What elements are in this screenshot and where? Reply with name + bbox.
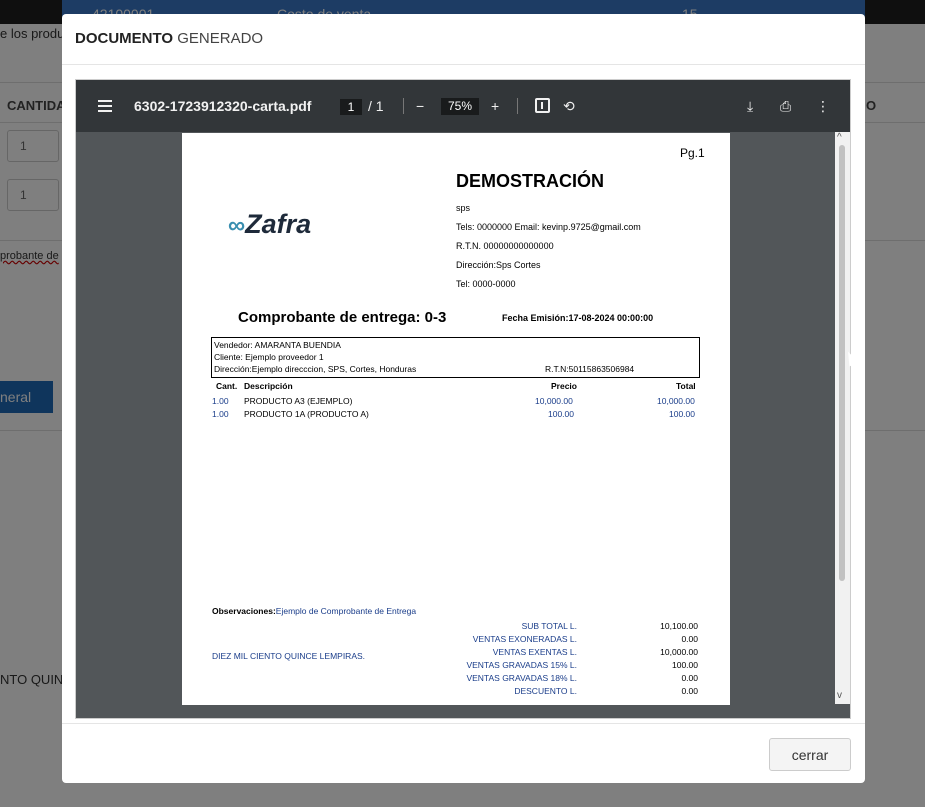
total-value: 0.00: [681, 673, 698, 683]
modal-header: [62, 14, 865, 65]
amount-in-words: DIEZ MIL CIENTO QUINCE LEMPIRAS.: [212, 651, 366, 661]
client-address: Dirección:Ejemplo direcccion, SPS, Cortes, Honduras: [214, 364, 417, 374]
col-total: Total: [676, 381, 696, 391]
observations-text: Ejemplo de Comprobante de Entrega: [275, 606, 417, 616]
close-button[interactable]: cerrar: [769, 738, 851, 771]
total-label: VENTAS EXONERADAS L.: [472, 634, 577, 644]
item-price: 10,000.00: [535, 396, 573, 406]
client-rtn: R.T.N:50115863506984: [545, 364, 635, 374]
company-name: DEMOSTRACIÓN: [456, 171, 604, 191]
pdf-viewer[interactable]: [75, 79, 851, 719]
print-icon[interactable]: ⎙: [780, 98, 792, 114]
zoom-in-icon[interactable]: +: [491, 98, 500, 114]
document-title: Comprobante de entrega: 0-3: [238, 309, 447, 326]
col-desc: Descripción: [244, 381, 293, 391]
rotate-icon[interactable]: ⟲: [563, 98, 575, 114]
scroll-down-icon[interactable]: v: [837, 690, 842, 701]
company-rtn: R.T.N. 00000000000000: [456, 241, 554, 251]
scroll-thumb[interactable]: [839, 145, 845, 581]
total-value: 0.00: [681, 686, 698, 696]
logo-text: Zafra: [245, 209, 312, 239]
item-desc: PRODUCTO A3 (EJEMPLO): [244, 396, 353, 406]
item-price: 100.00: [548, 409, 574, 419]
total-label: VENTAS EXENTAS L.: [492, 647, 577, 657]
total-value: 0.00: [681, 634, 698, 644]
page-number-input[interactable]: 1: [340, 99, 362, 115]
company-contact: Tels: 0000000 Email: kevinp.9725@gmail.com: [456, 222, 641, 232]
observations-label: Observaciones:: [212, 606, 276, 616]
logo-icon: ∞: [228, 212, 246, 239]
page-total: / 1: [368, 98, 384, 114]
total-label: VENTAS GRAVADAS 15% L.: [466, 660, 577, 670]
item-total: 100.00: [669, 409, 695, 419]
col-qty: Cant.: [216, 381, 238, 391]
toolbar-divider: [517, 98, 518, 114]
total-value: 10,100.00: [660, 621, 698, 631]
total-label: VENTAS GRAVADAS 18% L.: [466, 673, 577, 683]
company-address: Dirección:Sps Cortes: [456, 260, 541, 270]
company-tel: Tel: 0000-0000: [456, 279, 516, 289]
modal-title-rest: GENERADO: [177, 30, 264, 47]
item-total: 10,000.00: [657, 396, 695, 406]
fit-page-icon[interactable]: [535, 98, 550, 113]
zoom-out-icon[interactable]: −: [416, 98, 425, 114]
total-value: 100.00: [672, 660, 698, 670]
client-box: [211, 337, 700, 378]
more-icon[interactable]: ⋮: [816, 98, 830, 114]
observations: [212, 606, 416, 616]
company-city: sps: [456, 203, 471, 213]
scroll-up-icon[interactable]: ^: [837, 132, 842, 143]
modal-title-bold: DOCUMENTO: [75, 30, 174, 47]
toolbar-divider: [403, 98, 404, 114]
seller: Vendedor: AMARANTA BUENDIA: [214, 340, 341, 350]
total-label: DESCUENTO L.: [514, 686, 577, 696]
item-desc: PRODUCTO 1A (PRODUCTO A): [244, 409, 369, 419]
total-value: 10,000.00: [660, 647, 698, 657]
pdf-file-name: 6302-1723912320-carta.pdf: [134, 98, 312, 114]
client: Cliente: Ejemplo proveedor 1: [214, 352, 324, 362]
modal-footer: [62, 723, 865, 783]
item-qty: 1.00: [212, 409, 229, 419]
total-label: SUB TOTAL L.: [521, 621, 577, 631]
pdf-toolbar: [76, 80, 850, 132]
pdf-scrollbar[interactable]: [835, 132, 850, 704]
menu-icon[interactable]: [96, 80, 114, 132]
document-modal: [62, 14, 865, 783]
item-qty: 1.00: [212, 396, 229, 406]
pdf-page: [182, 133, 730, 705]
col-price: Precio: [551, 381, 577, 391]
download-icon[interactable]: ⤓: [747, 98, 754, 114]
issue-date: Fecha Emisión:17-08-2024 00:00:00: [502, 313, 654, 323]
company-logo: [228, 209, 311, 240]
page-label: Pg.1: [680, 146, 705, 160]
zoom-level-input[interactable]: 75%: [441, 98, 479, 115]
